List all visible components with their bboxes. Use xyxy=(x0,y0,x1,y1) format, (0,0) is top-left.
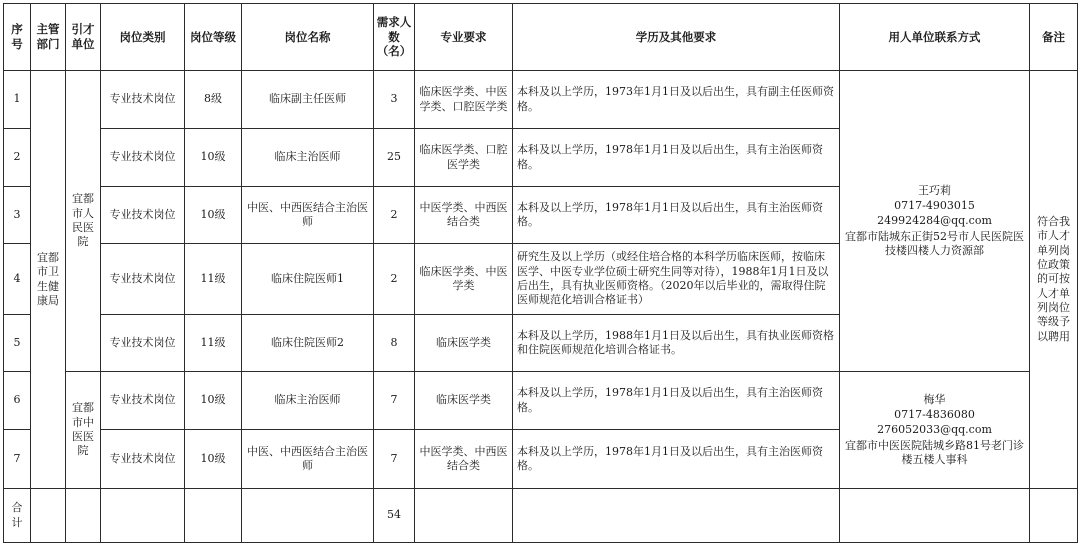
header-position: 岗位名称 xyxy=(242,4,374,71)
header-seq: 序号 xyxy=(4,4,31,71)
major-cell: 临床医学类 xyxy=(415,372,513,430)
header-row xyxy=(4,4,1078,71)
education-cell: 研究生及以上学历（或经住培合格的本科学历临床医师，按临床医学、中医专业学位硕士研究生同等对待），1988年1月1日及以后出生，具有执业医师资格。（2020年以后毕业的，需取得住院医师规范化培训合格证书） xyxy=(513,244,840,315)
count-cell: 2 xyxy=(374,244,415,315)
count-cell: 25 xyxy=(374,129,415,187)
level-cell: 10级 xyxy=(185,430,242,489)
level-cell: 8级 xyxy=(185,71,242,129)
unit-cell: 宜都市中医医院 xyxy=(66,372,101,489)
count-cell: 7 xyxy=(374,430,415,489)
header-category: 岗位类别 xyxy=(101,4,185,71)
header-contact: 用人单位联系方式 xyxy=(840,4,1030,71)
total-row xyxy=(4,489,1078,543)
header-level: 岗位等级 xyxy=(185,4,242,71)
contact-email: 276052033@qq.com xyxy=(877,423,992,437)
level-cell: 10级 xyxy=(185,372,242,430)
seq-cell: 2 xyxy=(4,129,31,187)
seq-cell: 5 xyxy=(4,315,31,372)
seq-cell: 3 xyxy=(4,187,31,244)
contact-address: 宜都市陆城东正街52号市人民医院医技楼四楼人力资源部 xyxy=(845,229,1024,257)
empty-cell xyxy=(513,489,840,543)
education-cell: 本科及以上学历，1978年1月1日及以后出生，具有主治医师资格。 xyxy=(513,372,840,430)
seq-cell: 7 xyxy=(4,430,31,489)
position-cell: 中医、中西医结合主治医师 xyxy=(242,187,374,244)
contact-email: 249924284@qq.com xyxy=(877,214,992,228)
education-cell: 本科及以上学历，1978年1月1日及以后出生，具有主治医师资格。 xyxy=(513,430,840,489)
empty-cell xyxy=(101,489,185,543)
major-cell: 临床医学类、中医学类、口腔医学类 xyxy=(415,71,513,129)
total-count: 54 xyxy=(374,489,415,543)
seq-cell: 4 xyxy=(4,244,31,315)
category-cell: 专业技术岗位 xyxy=(101,187,185,244)
total-label: 合计 xyxy=(4,489,31,543)
position-cell: 临床主治医师 xyxy=(242,372,374,430)
contact-phone: 0717-4836080 xyxy=(894,408,975,422)
count-cell: 3 xyxy=(374,71,415,129)
contact-address: 宜都市中医医院陆城乡路81号老门诊楼五楼人事科 xyxy=(845,438,1024,466)
education-cell: 本科及以上学历，1978年1月1日及以后出生，具有主治医师资格。 xyxy=(513,129,840,187)
empty-cell xyxy=(415,489,513,543)
contact-cell xyxy=(840,372,1030,489)
header-dept: 主管部门 xyxy=(31,4,66,71)
major-cell: 临床医学类、中医学类 xyxy=(415,244,513,315)
note-cell: 符合我市人才单列岗位政策的可按人才单列岗位等级予以聘用 xyxy=(1030,71,1078,489)
empty-cell xyxy=(185,489,242,543)
empty-cell xyxy=(1030,489,1078,543)
empty-cell xyxy=(66,489,101,543)
level-cell: 10级 xyxy=(185,129,242,187)
header-count: 需求人数（名） xyxy=(374,4,415,71)
header-note: 备注 xyxy=(1030,4,1078,71)
contact-name: 梅华 xyxy=(923,392,946,406)
header-education: 学历及其他要求 xyxy=(513,4,840,71)
empty-cell xyxy=(840,489,1030,543)
contact-cell xyxy=(840,71,1030,372)
major-cell: 临床医学类、口腔医学类 xyxy=(415,129,513,187)
dept-cell: 宜都市卫生健康局 xyxy=(31,71,66,489)
major-cell: 临床医学类 xyxy=(415,315,513,372)
header-major: 专业要求 xyxy=(415,4,513,71)
position-cell: 临床主治医师 xyxy=(242,129,374,187)
position-cell: 临床副主任医师 xyxy=(242,71,374,129)
category-cell: 专业技术岗位 xyxy=(101,430,185,489)
major-cell: 中医学类、中西医结合类 xyxy=(415,430,513,489)
seq-cell: 1 xyxy=(4,71,31,129)
education-cell: 本科及以上学历，1973年1月1日及以后出生，具有副主任医师资格。 xyxy=(513,71,840,129)
category-cell: 专业技术岗位 xyxy=(101,315,185,372)
position-cell: 临床住院医师2 xyxy=(242,315,374,372)
contact-phone: 0717-4903015 xyxy=(894,199,975,213)
unit-cell: 宜都市人民医院 xyxy=(66,71,101,372)
education-cell: 本科及以上学历，1988年1月1日及以后出生，具有执业医师资格和住院医师规范化培训合格证书。 xyxy=(513,315,840,372)
category-cell: 专业技术岗位 xyxy=(101,71,185,129)
position-cell: 中医、中西医结合主治医师 xyxy=(242,430,374,489)
table-row xyxy=(4,71,1078,129)
count-cell: 8 xyxy=(374,315,415,372)
count-cell: 2 xyxy=(374,187,415,244)
level-cell: 10级 xyxy=(185,187,242,244)
empty-cell xyxy=(31,489,66,543)
position-cell: 临床住院医师1 xyxy=(242,244,374,315)
table-row xyxy=(4,372,1078,430)
seq-cell: 6 xyxy=(4,372,31,430)
contact-name: 王巧莉 xyxy=(918,183,951,197)
category-cell: 专业技术岗位 xyxy=(101,244,185,315)
level-cell: 11级 xyxy=(185,244,242,315)
major-cell: 中医学类、中西医结合类 xyxy=(415,187,513,244)
education-cell: 本科及以上学历，1978年1月1日及以后出生，具有主治医师资格。 xyxy=(513,187,840,244)
header-unit: 引才单位 xyxy=(66,4,101,71)
category-cell: 专业技术岗位 xyxy=(101,372,185,430)
category-cell: 专业技术岗位 xyxy=(101,129,185,187)
count-cell: 7 xyxy=(374,372,415,430)
level-cell: 11级 xyxy=(185,315,242,372)
recruitment-table xyxy=(3,3,1078,543)
empty-cell xyxy=(242,489,374,543)
